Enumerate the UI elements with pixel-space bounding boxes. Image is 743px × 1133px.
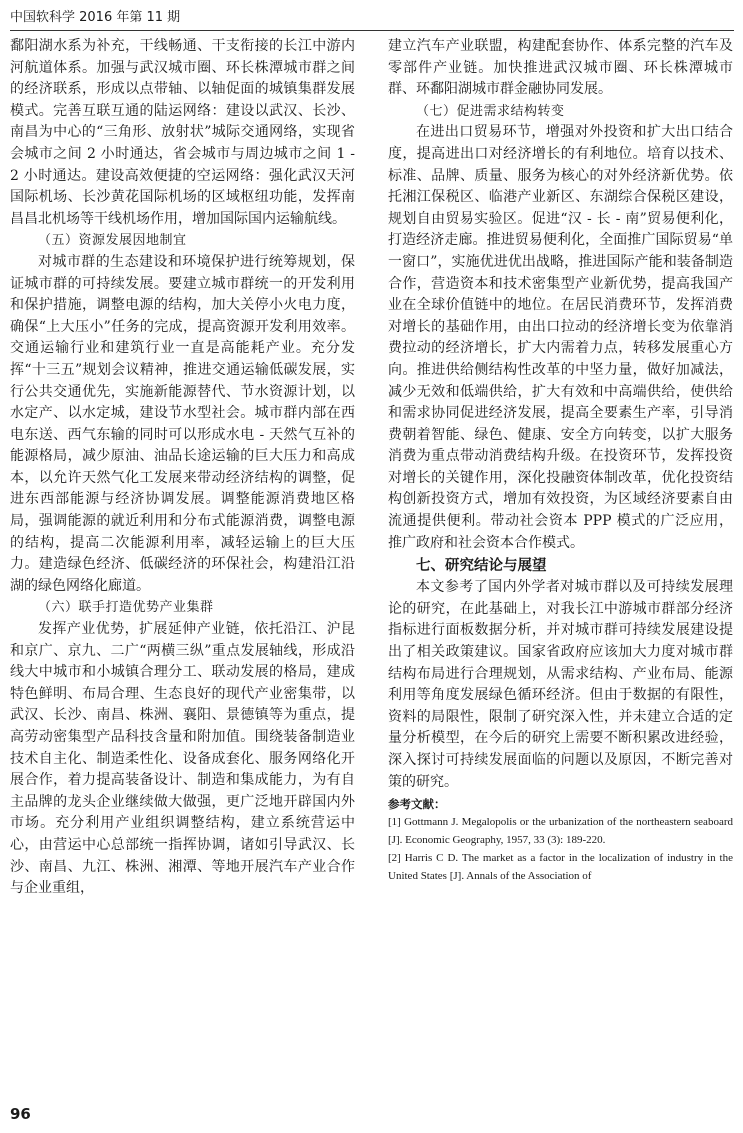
reference-item: [2] Harris C D. The market as a factor in the localization of industry in the United States [J]. Annals of the Association of	[388, 852, 733, 883]
paragraph: 对城市群的生态建设和环境保护进行统筹规划，保证城市群的可持续发展。要建立城市群统一的开发利用和保护措施，调整电源的结构，加大关停小火电力度，确保“上大压小”任务的完成，提高资源开发利用效率。交通运输行业和建筑行业一直是高能耗产业。充分发挥“十三五”规划会议精神，推进交通运输低碳发展，实行公共交通优先，实施新能源替代、节水资源计划，以水定产、以水定城，建设节水型社会。城市群内部在西电东送、西气东输的同时可以形成水电 - 天然气互补的能源格局，减少原油、油品长途运输的巨大压力和高成本，以允许天然气化工发展来带动经济结构的调整，促进东西部能源与经济协调发展。调整能源消费地区格局，强调能源的就近利用和分布式能源消费，调整电源的结构，提高二次能源利用率，减轻运输上的巨大压力。建造绿色经济、低碳经济的环保社会，构建沿江沿湖的绿色网络化廊道。	[10, 253, 355, 594]
paragraph: 鄱阳湖水系为补充，干线畅通、干支衔接的长江中游内河航道体系。加强与武汉城市圈、环长株潭城市群之间的经济联系，形成以点带轴、以轴促面的城镇集群发展模式。完善互联互通的陆运网络：建设以武汉、长沙、南昌为中心的“三角形、放射状”城际交通网络，实现省会城市之间 2 小时通达，省会城市与周边城市之间 1 - 2 小时通达。建设高效便捷的空运网络：强化武汉天河国际机场、长沙黄花国际机场的区域枢纽功能，发挥南昌昌北机场等干线机场作用，增加国际国内运输航线。	[10, 38, 355, 227]
references-heading: 参考文献：	[388, 797, 446, 812]
subsection-heading: （七）促进需求结构转变	[416, 103, 565, 119]
paragraph: 在进出口贸易环节，增强对外投资和扩大出口结合度，提高进出口对经济增长的有利地位。培育以技术、标准、品牌、质量、服务为核心的对外经济新优势。依托湘江保税区、临港产业新区、东湖综合保税区建设，规划自由贸易实验区。促进“汉 - 长 - 南”贸易便利化，打造经济走廊。推进贸易便利化，全面推广国际贸易“单一窗口”，实施优进优出战略，推进国际产能和装备制造合作，营造资本和技术密集型产业新优势，提高我国产业在全球价值链中的地位。在居民消费环节，发挥消费对增长的基础作用，由出口拉动的经济增长变为依靠消费拉动的经济增长，扩大内需着力点，转移发展重心方向。推进供给侧结构性改革的中坚力量，做好加减法，减少无效和低端供给，扩大有效和中高端供给，使供给和需求协同促进经济发展，提高全要素生产率，引导消费朝着智能、绿色、健康、安全方向转变，以扩大服务消费为重点带动消费结构升级。在投资环节，发挥投资对增长的关键作用，深化投融资体制改革，优化投资结构创新投资方式，增加有效投资，为区域经济要素自由流通提供便利。带动社会资本 PPP 模式的广泛应用，推广政府和社会资本合作模式。	[388, 124, 733, 551]
journal-header-text: 中国软科学 2016 年第 11 期	[10, 10, 181, 25]
subsection-heading: （六）联手打造优势产业集群	[38, 600, 214, 616]
page-number: 96	[10, 1105, 31, 1123]
paragraph: 本文参考了国内外学者对城市群以及可持续发展理论的研究，在此基础上，对我长江中游城市群部分经济指标进行面板数据分析，并对城市群可持续发展建设提出了相关政策建议。国家省政府应该加大力度对城市群结构布局进行合理规划，从需求结构、产业布局、能源利用等角度发展绿色循环经济。但由于数据的有限性，资料的局限性，限制了研究深入性，并未建立合适的定量分析模型，在今后的研究上需要不断积累改进经验，深入探讨可持续发展面临的问题以及原因，不断完善对策的研究。	[388, 579, 733, 790]
right-column	[388, 36, 733, 885]
reference-item: [1] Gottmann J. Megalopolis or the urbanization of the northeastern seaboard [J]. Economic Geography, 1957, 33 (3): 189-220.	[388, 816, 733, 847]
subsection-heading: （五）资源发展因地制宜	[38, 233, 187, 249]
paragraph: 发挥产业优势，扩展延伸产业链，依托沿江、沪昆和京广、京九、二广“两横三纵”重点发展轴线，形成沿线大中城市和小城镇合理分工、联动发展的格局，建成特色鲜明、布局合理、生态良好的现代产业密集带，以武汉、长沙、南昌、株洲、襄阳、景德镇等为重点，提高劳动密集型产品科技含量和附加值。围绕装备制造业技术自主化、制造柔性化、设备成套化、服务网络化开展合作，着力提高装备设计、制造和集成能力，为有自主品牌的龙头企业继续做大做强，更广泛地开辟国内外市场。充分利用产业组织调整结构，建立系统营运中心，由营运中心总部统一指挥协调，诸如引导武汉、长沙、南昌、九江、株洲、湘潭、等地开展汽车产业合作与企业重组，	[10, 621, 355, 897]
running-header	[10, 8, 734, 31]
left-column	[10, 36, 355, 900]
section-heading: 七、研究结论与展望	[416, 558, 547, 575]
paragraph: 建立汽车产业联盟，构建配套协作、体系完整的汽车及零部件产业链。加快推进武汉城市圈、环长株潭城市群、环鄱阳湖城市群金融协同发展。	[388, 38, 733, 98]
